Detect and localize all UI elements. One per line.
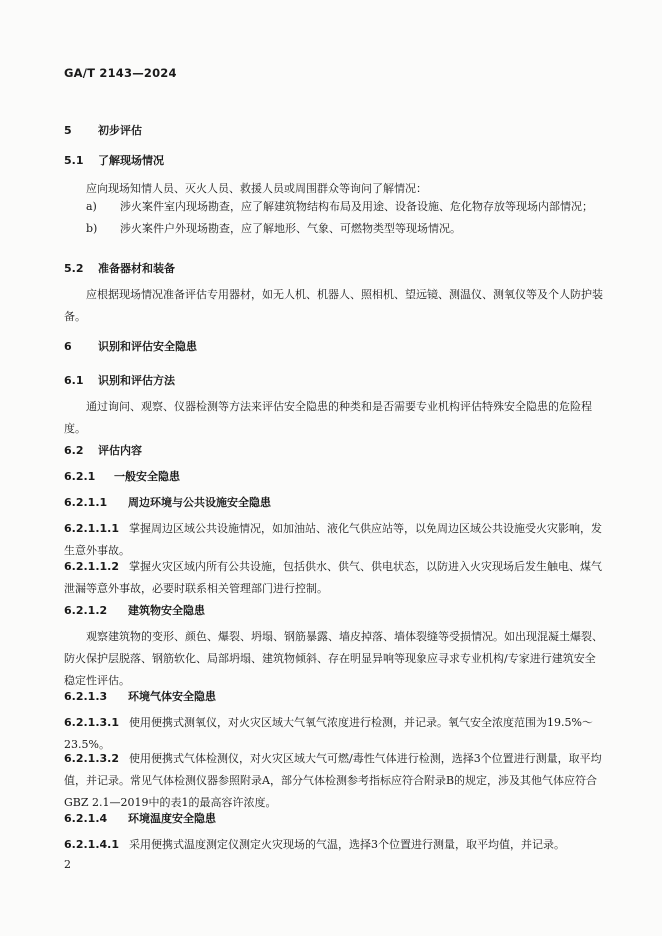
section-number: 6.2.1.3 — [64, 690, 108, 703]
section-number: 5 — [64, 124, 72, 137]
section-number: 6 — [64, 340, 72, 353]
section-heading-6-2-1 — [64, 466, 604, 488]
paragraph-6-2-1-2: 观察建筑物的变形、颜色、爆裂、坍塌、钢筋暴露、墙皮掉落、墙体裂缝等受损情况。如出现混凝土爆裂、防火保护层脱落、钢筋软化、局部坍塌、建筑物倾斜、存在明显异响等现象应寻求专业机构/专家进行建筑安全稳定性评估。 — [64, 630, 603, 687]
clause-text: 掌握周边区域公共设施情况，如加油站、液化气供应站等，以免周边区域公共设施受火灾影响，发生意外事故。 — [64, 522, 602, 557]
list-text: 涉火案件户外现场勘查，应了解地形、气象、可燃物类型等现场情况。 — [120, 222, 461, 235]
section-heading-6-2-1-4 — [64, 808, 604, 830]
page-number: 2 — [64, 858, 71, 871]
section-number: 6.1 — [64, 374, 84, 387]
section-heading-5 — [64, 120, 604, 142]
clause-number: 6.2.1.4.1 — [64, 838, 119, 851]
section-number: 6.2.1.2 — [64, 604, 108, 617]
section-title: 环境温度安全隐患 — [128, 812, 216, 825]
section-heading-5-2 — [64, 258, 604, 280]
section-heading-6-2-1-3 — [64, 686, 604, 708]
section-heading-5-1 — [64, 150, 604, 172]
list-5-1 — [64, 196, 604, 240]
section-title: 周边环境与公共设施安全隐患 — [128, 496, 271, 509]
section-title: 环境气体安全隐患 — [128, 690, 216, 703]
section-heading-6-2-1-1 — [64, 492, 604, 514]
clause-number: 6.2.1.3.2 — [64, 752, 119, 765]
paragraph-5-1-intro: 应向现场知情人员、灭火人员、救援人员或周围群众等询问了解情况： — [86, 182, 427, 195]
standard-code: GA/T 2143—2024 — [64, 66, 177, 80]
paragraph-5-2: 应根据现场情况准备评估专用器材，如无人机、机器人、照相机、望远镜、测温仪、测氧仪等及个人防护装备。 — [64, 288, 603, 323]
clause-text: 采用便携式温度测定仪测定火灾现场的气温，选择3个位置进行测量，取平均值，并记录。 — [128, 838, 565, 851]
clause-number: 6.2.1.1.2 — [64, 560, 119, 573]
section-number: 6.2.1 — [64, 470, 96, 483]
section-title: 了解现场情况 — [98, 154, 164, 167]
clause-text: 掌握火灾区域内所有公共设施，包括供水、供气、供电状态，以防进入火灾现场后发生触电、煤气泄漏等意外事故，必要时联系相关管理部门进行控制。 — [64, 560, 602, 595]
section-number: 6.2.1.1 — [64, 496, 108, 509]
section-number: 5.2 — [64, 262, 84, 275]
paragraph-6-1: 通过询问、观察、仪器检测等方法来评估安全隐患的种类和是否需要专业机构评估特殊安全隐患的危险程度。 — [64, 400, 592, 435]
clause-text: 使用便携式测氧仪，对火灾区域大气氧气浓度进行检测，并记录。氧气安全浓度范围为19.5%～23.5%。 — [64, 716, 593, 751]
section-title: 识别和评估安全隐患 — [98, 340, 197, 353]
clause-number: 6.2.1.1.1 — [64, 522, 119, 535]
section-title: 准备器材和装备 — [98, 262, 175, 275]
section-number: 6.2 — [64, 444, 84, 457]
section-title: 识别和评估方法 — [98, 374, 175, 387]
list-item — [64, 196, 604, 218]
section-title: 一般安全隐患 — [114, 470, 180, 483]
clause-text: 使用便携式气体检测仪，对火灾区域大气可燃/毒性气体进行检测，选择3个位置进行测量，取平均值，并记录。常见气体检测仪器参照附录A，部分气体检测参考指标应符合附录B的规定，涉及其他气体应符合GBZ 2.1—2019中的表1的最高容许浓度。 — [64, 752, 602, 809]
list-item — [64, 218, 604, 240]
section-heading-6-1 — [64, 370, 604, 392]
list-text: 涉火案件室内现场勘查，应了解建筑物结构布局及用途、设备设施、危化物存放等现场内部情况； — [120, 200, 593, 213]
section-number: 5.1 — [64, 154, 84, 167]
section-title: 初步评估 — [98, 124, 142, 137]
list-marker: b) — [86, 222, 98, 235]
section-title: 建筑物安全隐患 — [128, 604, 205, 617]
clause-number: 6.2.1.3.1 — [64, 716, 119, 729]
section-heading-6-2-1-2 — [64, 600, 604, 622]
clause-6-2-1-4-1 — [64, 834, 604, 856]
section-title: 评估内容 — [98, 444, 142, 457]
list-marker: a) — [86, 200, 97, 213]
section-number: 6.2.1.4 — [64, 812, 108, 825]
section-heading-6 — [64, 336, 604, 358]
clause-6-2-1-1-2 — [64, 556, 604, 600]
section-heading-6-2 — [64, 440, 604, 462]
clause-6-2-1-3-2 — [64, 748, 604, 814]
